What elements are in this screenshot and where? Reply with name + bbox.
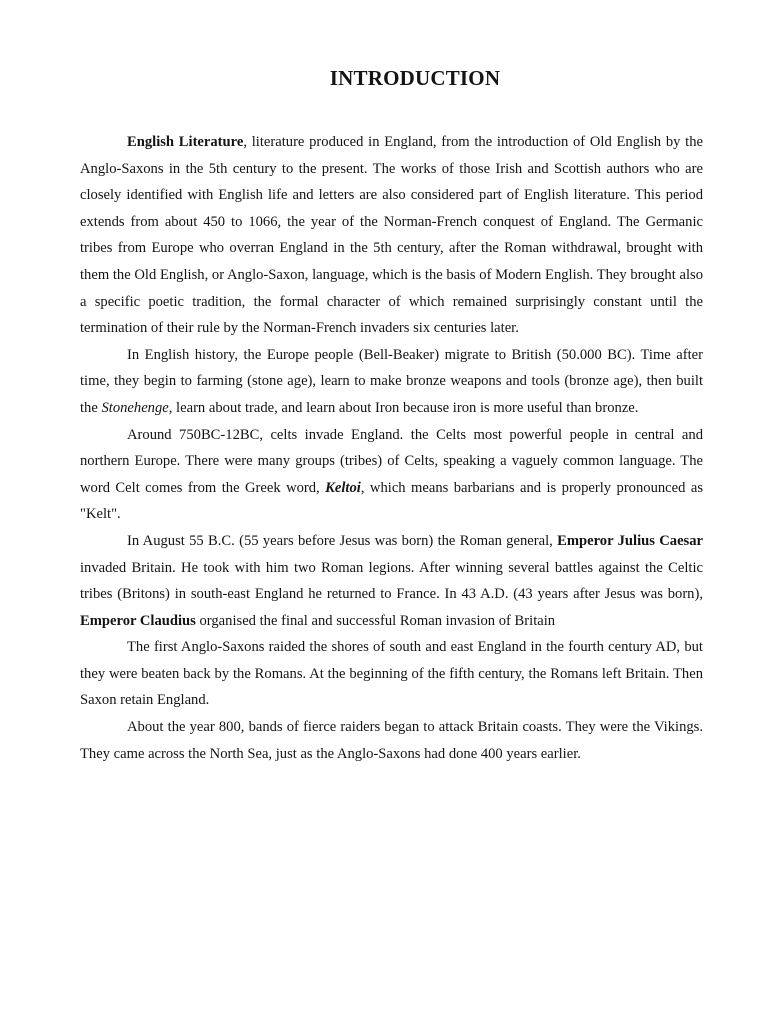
paragraph-roman-invasion: [80, 528, 703, 634]
term-english-literature: English Literature: [127, 134, 244, 150]
paragraph-celts: [80, 422, 703, 528]
paragraph-text: In August 55 B.C. (55 years before Jesus was born) the Roman general,: [127, 532, 558, 549]
term-claudius: Emperor Claudius: [80, 612, 196, 629]
paragraph-english-history: [80, 342, 703, 422]
page-title: INTRODUCTION: [329, 66, 501, 90]
paragraph-text: invaded Britain. He took with him two Roman legions. After winning several battles against the Celtic tribes (Britons) in south-east England he returned to France. In 43 A.D. (43 years after Jesus was born),: [80, 559, 703, 603]
paragraph-text: , literature produced in England, from the introduction of Old English by the Anglo-Saxons in the 5th century to the present. The works of those Irish and Scottish authors who are closely identified with English life and letters are also considered part of English literature. This period extends from about 450 to 1066, the year of the Norman-French conquest of England. The Germanic tribes from Europe who overran England in the 5th century, after the Roman withdrawal, brought with them the Old English, or Anglo-Saxon, language, which is the basis of Modern English. They brought also a specific poetic tradition, the formal character of which remained surprisingly constant until the termination of their rule by the Norman-French invaders six centuries later.: [80, 134, 703, 337]
paragraph-anglo-saxons: [80, 634, 703, 714]
paragraph-text: organised the final and successful Roman invasion of Britain: [195, 612, 556, 629]
term-julius-caesar: Emperor Julius Caesar: [557, 532, 704, 549]
paragraph-text: , which means barbarians and is properly pronounced as "Kelt".: [80, 479, 704, 523]
paragraph-text: learn about trade, and learn about Iron because iron is more useful than bronze.: [172, 399, 639, 416]
term-keltoi: Keltoi: [325, 479, 361, 496]
paragraph-text: Around 750BC-12BC, celts invade England. the Celts most powerful people in central and northern Europe. There were many groups (tribes) of Celts, speaking a vaguely common language. The word Celt comes from the Greek word,: [80, 426, 703, 496]
term-stonehenge: Stonehenge,: [101, 399, 173, 416]
paragraph-text: About the year 800, bands of fierce raiders began to attack Britain coasts. They were the Vikings. They came across the North Sea, just as the Anglo-Saxons had done 400 years earlier.: [80, 719, 703, 762]
paragraph-english-literature: [80, 129, 703, 342]
paragraph-vikings: [80, 714, 703, 767]
paragraph-text: In English history, the Europe people (Bell-Beaker) migrate to British (50.000 BC). Time after time, they begin to farming (stone age), learn to make bronze weapons and tools (bronze age), then built the: [80, 346, 703, 416]
document-body: [80, 129, 703, 767]
paragraph-text: The first Anglo-Saxons raided the shores of south and east England in the fourth century AD, but they were beaten back by the Romans. At the beginning of the fifth century, the Romans left Britain. Then Saxon retain England.: [80, 639, 703, 709]
